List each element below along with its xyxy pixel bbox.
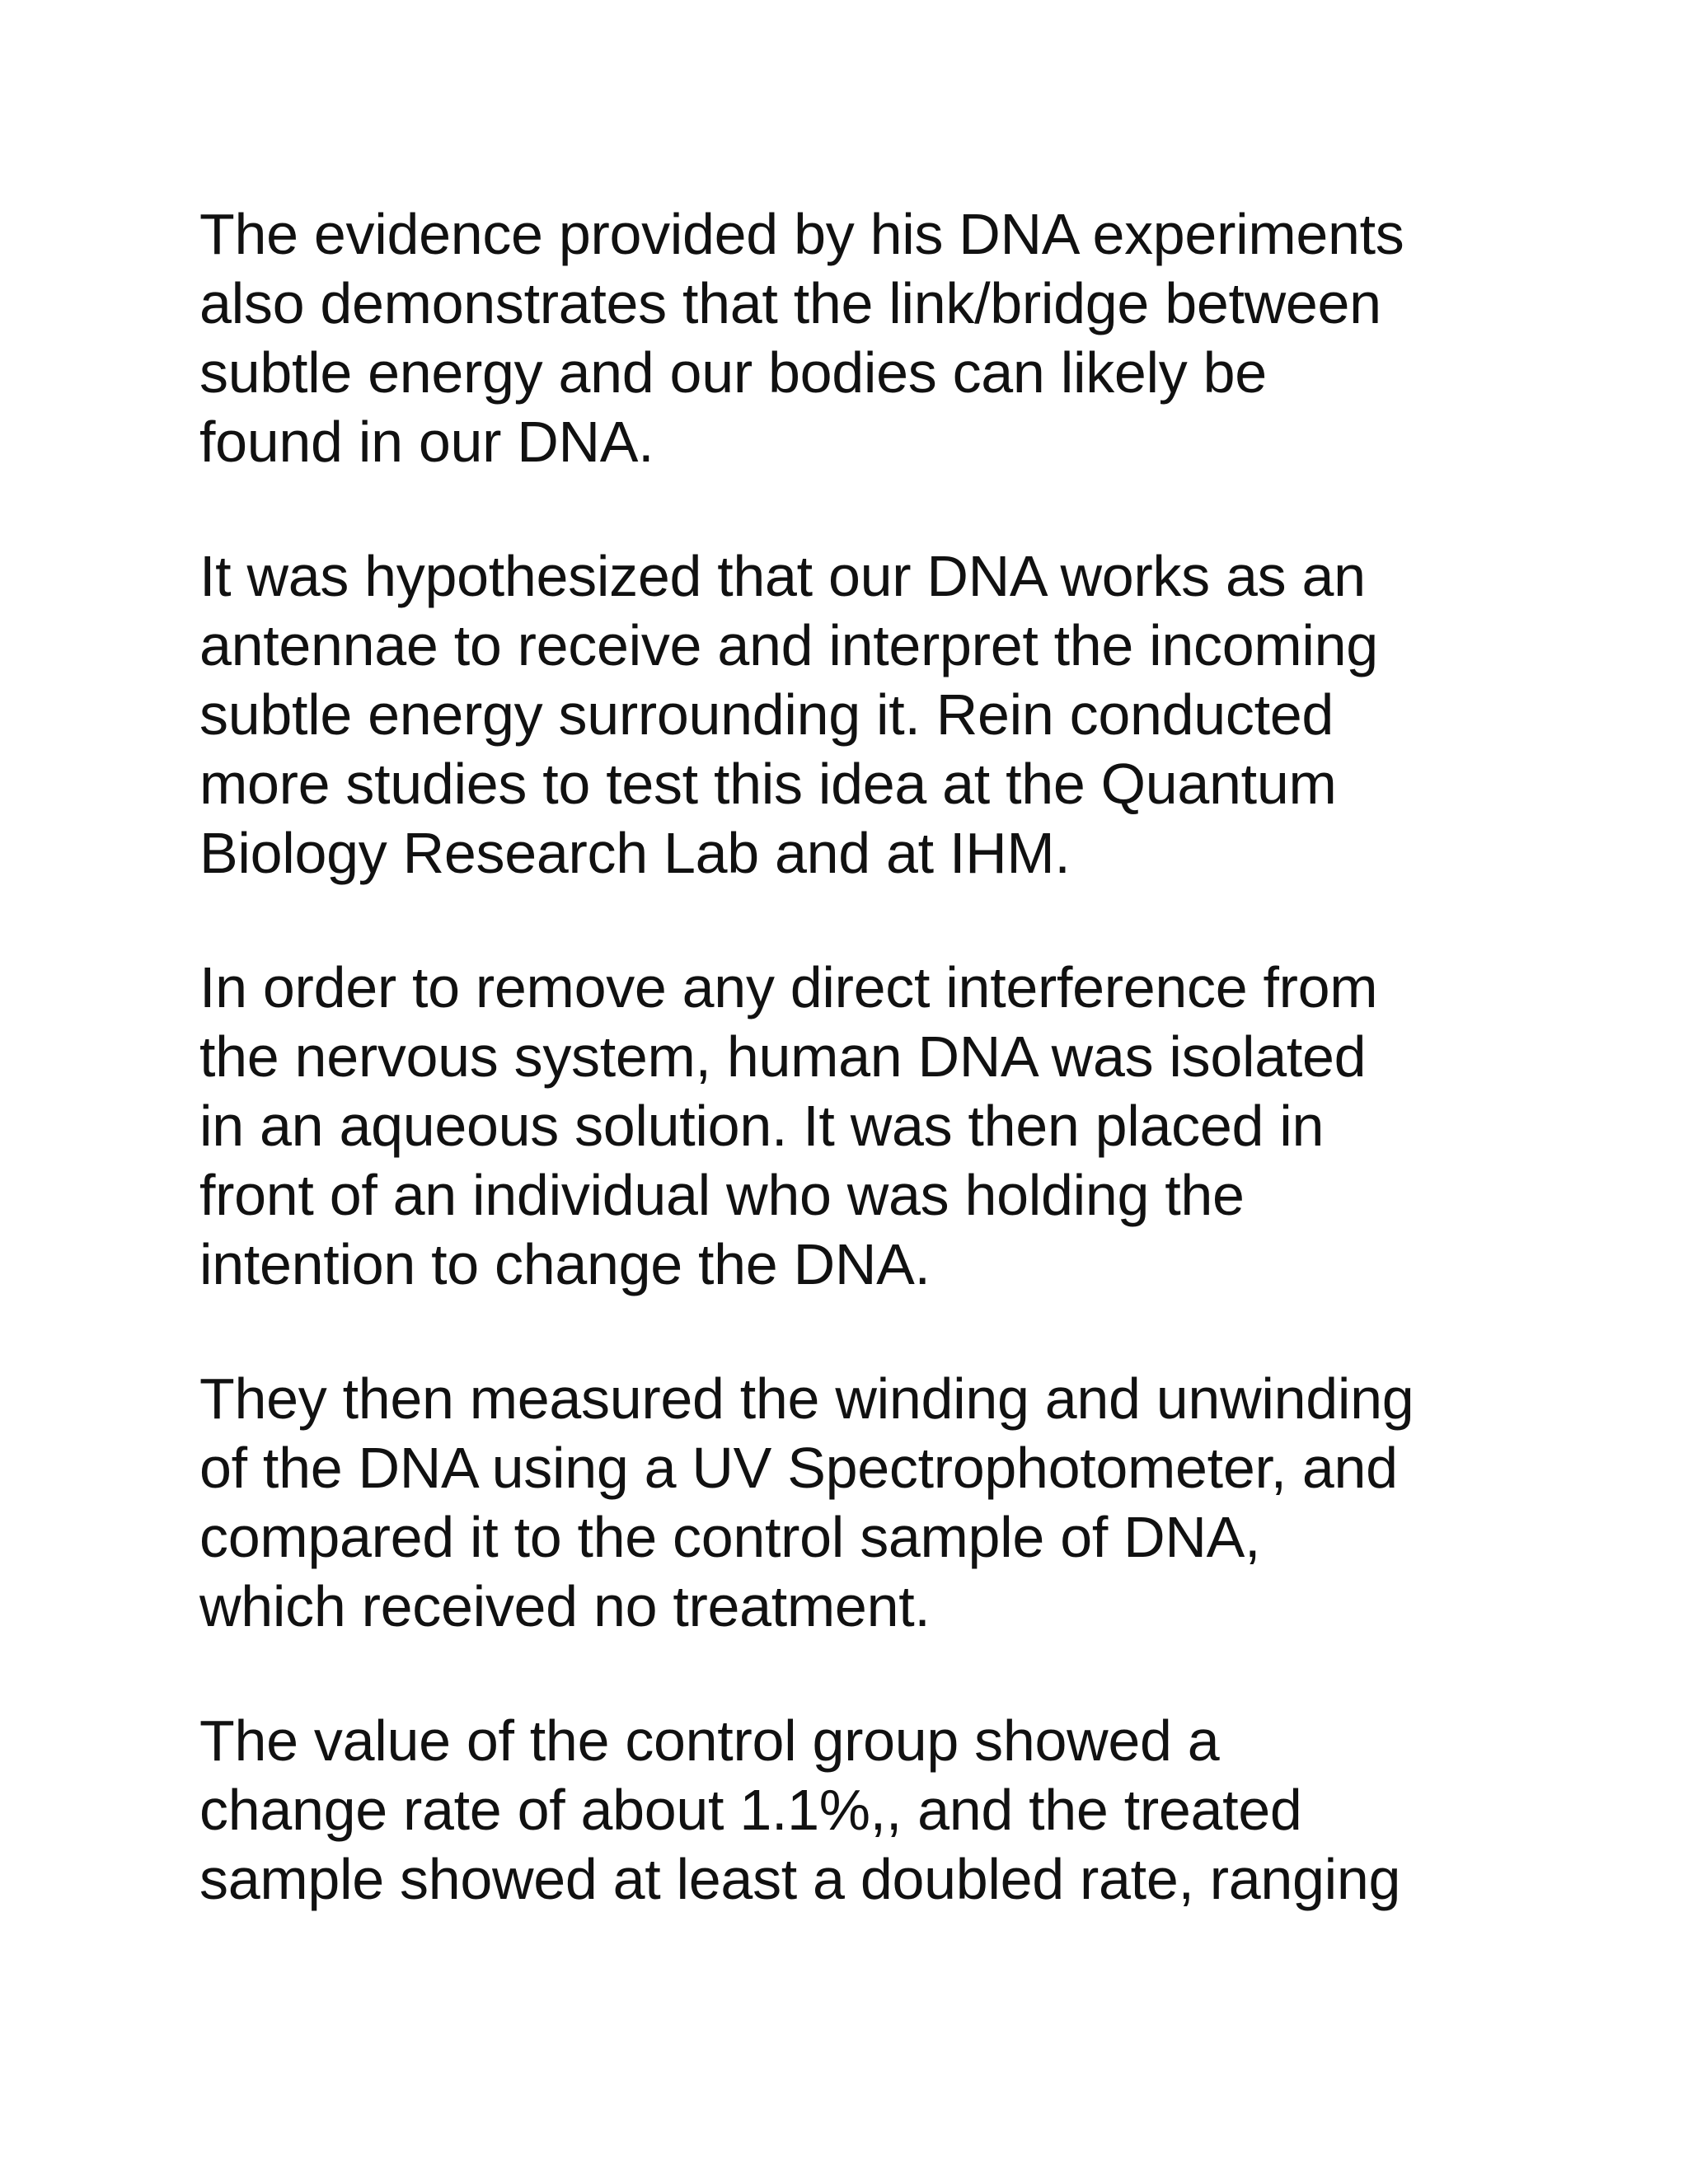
text-line: of the DNA using a UV Spectrophotometer, and (199, 1436, 1398, 1500)
text-line: It was hypothesized that our DNA works as an (199, 544, 1366, 608)
text-line: Biology Research Lab and at IHM. (199, 821, 1071, 885)
paragraph-3 (199, 953, 1518, 1299)
paragraph-4 (199, 1364, 1518, 1641)
paragraph-5 (199, 1706, 1518, 1914)
text-line: compared it to the control sample of DNA, (199, 1505, 1261, 1569)
text-line: The evidence provided by his DNA experiments (199, 202, 1404, 266)
text-line: They then measured the winding and unwinding (199, 1366, 1414, 1431)
text-line: intention to change the DNA. (199, 1232, 931, 1296)
body-text (199, 199, 1518, 1979)
text-line: more studies to test this idea at the Quantum (199, 752, 1337, 816)
text-line: In order to remove any direct interference from (199, 955, 1378, 1019)
text-line: which received no treatment. (199, 1574, 931, 1638)
text-line: front of an individual who was holding the (199, 1163, 1245, 1227)
text-line: subtle energy and our bodies can likely be (199, 340, 1267, 405)
text-line: in an aqueous solution. It was then placed in (199, 1094, 1325, 1158)
paragraph-1 (199, 199, 1518, 476)
text-line: change rate of about 1.1%,, and the treated (199, 1778, 1302, 1842)
text-line: the nervous system, human DNA was isolated (199, 1024, 1367, 1089)
text-line: sample showed at least a doubled rate, ranging (199, 1847, 1401, 1911)
text-line: The value of the control group showed a (199, 1708, 1220, 1773)
text-line: antennae to receive and interpret the incoming (199, 613, 1378, 677)
paragraph-2 (199, 541, 1518, 888)
text-line: subtle energy surrounding it. Rein conducted (199, 682, 1334, 747)
text-line: also demonstrates that the link/bridge between (199, 271, 1381, 335)
text-line: found in our DNA. (199, 410, 654, 474)
